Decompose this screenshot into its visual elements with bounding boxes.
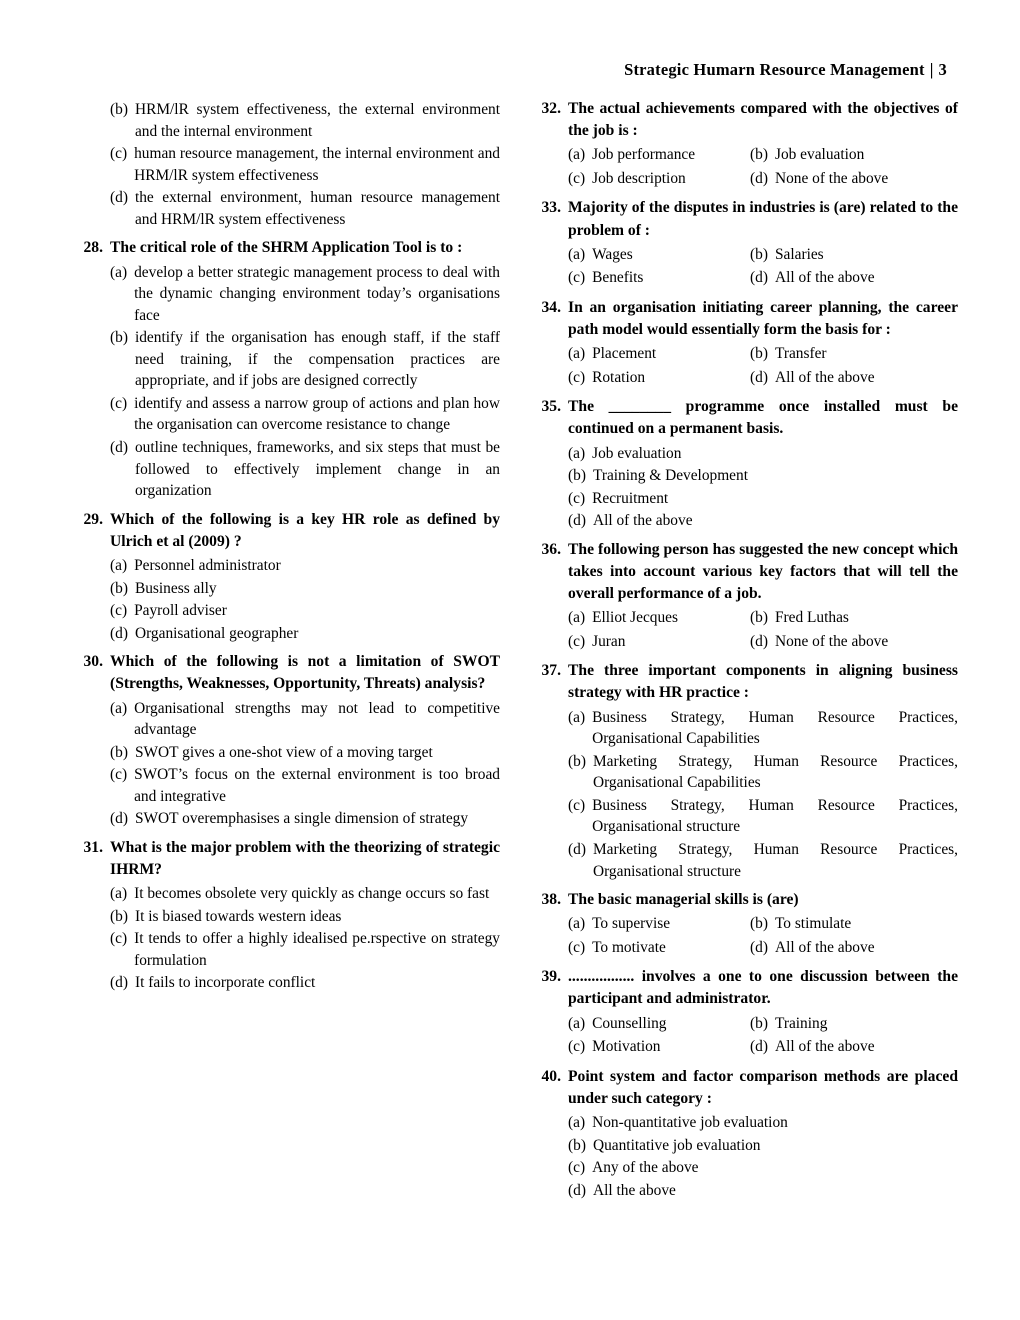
option-row (538, 937, 958, 960)
option-c[interactable] (80, 764, 500, 807)
option-label: (c) (568, 269, 586, 287)
option-label: (c) (568, 489, 586, 507)
option-label: (b) (568, 1136, 586, 1154)
option-text: All of the above (774, 938, 875, 956)
option-a[interactable] (80, 698, 500, 741)
question-number: 40. (541, 1067, 561, 1085)
option-text: Organisational geographer (134, 624, 299, 642)
left-column (80, 98, 500, 1001)
question-text: The basic managerial skills is (are) (568, 891, 799, 909)
question-text: What is the major problem with the theorizing of strategic IHRM? (110, 838, 500, 879)
question-text: The actual achievements compared with the objectives of the job is : (568, 100, 958, 140)
question-header (80, 509, 500, 553)
option-text: None of the above (774, 169, 889, 187)
option-label: (a) (568, 1014, 586, 1032)
option-text: All the above (592, 1181, 676, 1199)
option-d[interactable] (538, 839, 958, 882)
option-label: (c) (110, 766, 128, 784)
question-text: The three important components in aligning business strategy with HR practice : (568, 662, 958, 702)
header-title: Strategic Humarn Resource Management (624, 60, 925, 79)
option-label: (c) (568, 169, 586, 187)
option-label: (d) (750, 368, 768, 386)
question-block (80, 237, 500, 501)
option-c[interactable] (80, 143, 500, 186)
option-label: (d) (110, 624, 128, 642)
option-text: Job evaluation (592, 444, 682, 462)
option-text: Organisational strengths may not lead to competitive advantage (134, 699, 500, 739)
option-a[interactable] (538, 913, 750, 935)
question-header (538, 1066, 958, 1110)
option-a[interactable] (538, 707, 958, 750)
question-text: Which of the following is not a limitation of SWOT (Strengths, Weaknesses, Opportunity, Threats) analysis? (110, 653, 500, 693)
option-d[interactable] (80, 437, 500, 502)
question-header (80, 237, 500, 259)
option-b[interactable] (80, 906, 500, 928)
option-list (538, 913, 958, 959)
option-list (538, 244, 958, 290)
question-header (80, 837, 500, 881)
option-label: (b) (750, 1014, 768, 1032)
option-label: (c) (568, 1159, 586, 1177)
option-c[interactable] (538, 168, 750, 190)
option-label: (c) (568, 368, 586, 386)
option-row (538, 244, 958, 267)
question-header (538, 966, 958, 1010)
option-d[interactable] (750, 937, 875, 959)
option-list (80, 883, 500, 994)
option-list (538, 1013, 958, 1059)
option-label: (a) (568, 915, 586, 933)
option-label: (a) (110, 263, 128, 281)
question-text: In an organisation initiating career planning, the career path model would essentially form the basis for : (568, 298, 958, 338)
option-text: It becomes obsolete very quickly as change occurs so fast (134, 885, 490, 903)
option-a[interactable] (80, 262, 500, 327)
option-text: Wages (592, 245, 633, 263)
option-text: Job evaluation (774, 146, 865, 164)
option-c[interactable] (80, 393, 500, 436)
option-list (538, 343, 958, 389)
option-text: SWOT overemphasises a single dimension of strategy (134, 810, 469, 828)
question-block (80, 509, 500, 645)
option-label: (d) (568, 1181, 586, 1199)
option-text: It fails to incorporate conflict (134, 974, 316, 992)
option-text: Placement (592, 345, 657, 363)
option-label: (a) (110, 699, 128, 717)
option-b[interactable] (750, 144, 864, 166)
option-label: (d) (568, 840, 586, 858)
option-text: Recruitment (592, 489, 669, 507)
option-c[interactable] (80, 600, 500, 622)
option-text: Fred Luthas (774, 609, 849, 627)
option-list (538, 443, 958, 532)
option-b[interactable] (80, 99, 500, 142)
option-label: (d) (750, 269, 768, 287)
option-b[interactable] (538, 751, 958, 794)
option-label: (a) (568, 708, 586, 726)
option-c[interactable] (538, 367, 750, 389)
option-label: (c) (110, 930, 128, 948)
option-d[interactable] (750, 1036, 875, 1058)
option-b[interactable] (80, 327, 500, 392)
option-label: (a) (110, 556, 128, 574)
option-text: It is biased towards western ideas (134, 907, 342, 925)
option-d[interactable] (538, 510, 958, 532)
option-label: (b) (568, 752, 586, 770)
option-text: None of the above (774, 632, 889, 650)
option-label: (d) (750, 938, 768, 956)
option-text: Training (774, 1014, 828, 1032)
option-a[interactable] (80, 555, 500, 577)
option-a[interactable] (538, 1013, 750, 1035)
option-text: To supervise (592, 915, 671, 933)
two-column-body (80, 98, 958, 1208)
option-label: (c) (568, 796, 586, 814)
option-b[interactable] (750, 607, 849, 629)
option-row (538, 913, 958, 936)
question-number: 32. (541, 100, 561, 117)
option-text: All of the above (774, 269, 875, 287)
option-c[interactable] (538, 795, 958, 838)
option-c[interactable] (538, 631, 750, 653)
option-b[interactable] (750, 1013, 827, 1035)
option-text: Salaries (774, 245, 824, 263)
option-text: Training & Development (592, 467, 748, 485)
option-label: (a) (568, 1114, 586, 1132)
option-text: All of the above (774, 1038, 875, 1056)
option-text: SWOT’s focus on the external environment is too broad and integrative (134, 766, 500, 805)
option-list (538, 707, 958, 883)
option-text: Juran (592, 632, 626, 650)
option-text: Counselling (592, 1014, 667, 1032)
question-header (538, 660, 958, 704)
option-text: Rotation (592, 368, 646, 386)
option-text: Transfer (774, 345, 827, 363)
option-label: (c) (568, 938, 586, 956)
option-a[interactable] (538, 144, 750, 166)
option-list (538, 607, 958, 653)
option-row (538, 168, 958, 191)
option-label: (b) (750, 245, 768, 263)
option-text: Business Strategy, Human Resource Practices, Organisational Capabilities (592, 708, 958, 748)
question-text: Which of the following is a key HR role as defined by Ulrich et al (2009) ? (110, 510, 500, 550)
option-d[interactable] (538, 1180, 958, 1202)
option-text: develop a better strategic management process to deal with the dynamic changing environment today’s organisations face (134, 263, 500, 324)
option-text: the external environment, human resource management and HRM/lR system effectiveness (134, 189, 500, 228)
header-separator: | (929, 60, 934, 79)
option-text: Motivation (592, 1038, 661, 1056)
option-a[interactable] (538, 343, 750, 365)
option-label: (c) (568, 1038, 586, 1056)
option-text: Quantitative job evaluation (592, 1136, 761, 1154)
option-b[interactable] (750, 913, 851, 935)
question-block (80, 651, 500, 830)
question-text: The following person has suggested the new concept which takes into account various key factors that will tell the overall performance of a job. (568, 540, 958, 603)
option-c[interactable] (538, 1157, 958, 1179)
option-row (538, 607, 958, 630)
question-block (538, 297, 958, 389)
option-label: (d) (110, 810, 128, 828)
option-d[interactable] (750, 267, 875, 289)
question-block (538, 539, 958, 654)
continued-option-list (80, 99, 500, 230)
option-b[interactable] (80, 742, 500, 764)
option-b[interactable] (538, 465, 958, 487)
option-label: (a) (568, 245, 586, 263)
option-b[interactable] (750, 244, 824, 266)
option-label: (d) (750, 632, 768, 650)
option-a[interactable] (538, 443, 958, 465)
option-label: (b) (750, 345, 768, 363)
option-text: SWOT gives a one-shot view of a moving target (134, 743, 433, 761)
option-text: HRM/lR system effectiveness, the external environment and the internal environment (134, 101, 500, 140)
question-number: 34. (541, 298, 561, 316)
option-a[interactable] (538, 1112, 958, 1134)
option-text: Business Strategy, Human Resource Practices, Organisational structure (592, 796, 958, 836)
right-column (538, 98, 958, 1208)
option-row (538, 343, 958, 366)
question-header (538, 396, 958, 440)
option-label: (d) (110, 439, 128, 457)
option-label: (b) (750, 609, 768, 627)
option-text: Marketing Strategy, Human Resource Practices, Organisational structure (592, 840, 958, 880)
option-row (538, 1036, 958, 1059)
question-number: 38. (541, 891, 561, 909)
option-text: Payroll adviser (134, 602, 227, 620)
option-label: (c) (110, 602, 128, 620)
option-list (80, 698, 500, 830)
option-d[interactable] (80, 808, 500, 830)
option-text: identify and assess a narrow group of actions and plan how the organisation can overcome resistance to change (134, 394, 500, 434)
question-block (538, 197, 958, 289)
option-label: (b) (110, 329, 128, 347)
page-header (80, 60, 950, 80)
option-label: (d) (110, 189, 128, 207)
question-header (80, 651, 500, 695)
question-header (538, 197, 958, 241)
option-label: (b) (750, 915, 768, 933)
option-label: (b) (110, 907, 128, 925)
question-number: 37. (541, 662, 561, 680)
option-label: (a) (568, 444, 586, 462)
question-number: 28. (83, 239, 103, 257)
question-header (538, 297, 958, 341)
option-b[interactable] (750, 343, 827, 365)
option-text: human resource management, the internal environment and HRM/lR system effectiveness (134, 145, 500, 184)
option-text: outline techniques, frameworks, and six steps that must be followed to effectively implement change in an organization (134, 439, 500, 500)
option-text: Elliot Jecques (592, 609, 679, 627)
option-b[interactable] (538, 1135, 958, 1157)
option-text: All of the above (592, 512, 693, 530)
option-row (538, 1013, 958, 1036)
option-label: (a) (568, 345, 586, 363)
option-d[interactable] (750, 367, 875, 389)
option-label: (d) (750, 1038, 768, 1056)
option-list (538, 1112, 958, 1201)
option-label: (c) (568, 632, 586, 650)
option-label: (c) (110, 145, 128, 163)
option-list (538, 144, 958, 190)
option-label: (b) (110, 743, 128, 761)
option-row (538, 631, 958, 654)
option-label: (b) (750, 146, 768, 164)
question-text: The ________ programme once installed must be continued on a permanent basis. (568, 398, 958, 438)
question-block (538, 660, 958, 882)
question-block (538, 396, 958, 532)
option-text: Any of the above (592, 1159, 699, 1177)
question-text: Point system and factor comparison methods are placed under such category : (568, 1067, 958, 1107)
option-text: Business ally (134, 579, 217, 597)
question-number: 39. (541, 968, 561, 986)
option-text: It tends to offer a highly idealised pe.rspective on strategy formulation (134, 930, 500, 969)
option-list (80, 262, 500, 502)
option-text: Job performance (592, 146, 696, 164)
option-text: Personnel administrator (134, 556, 281, 574)
option-label: (a) (110, 885, 128, 903)
option-text: All of the above (774, 368, 875, 386)
question-number: 35. (541, 398, 561, 416)
option-label: (b) (568, 467, 586, 485)
question-block (538, 966, 958, 1058)
option-text: identify if the organisation has enough staff, if the staff need training, if the compensation practices are appropriate, and if jobs are designed correctly (134, 329, 500, 390)
option-d[interactable] (750, 168, 888, 190)
question-text: The critical role of the SHRM Application Tool is to : (110, 239, 463, 257)
option-text: To motivate (592, 938, 666, 956)
question-block (538, 1066, 958, 1202)
option-label: (d) (568, 512, 586, 530)
question-number: 30. (83, 653, 103, 671)
option-text: To stimulate (774, 915, 852, 933)
page-number: 3 (938, 60, 947, 79)
option-c[interactable] (538, 267, 750, 289)
option-row (538, 367, 958, 390)
option-label: (d) (110, 974, 128, 992)
option-text: Marketing Strategy, Human Resource Practices, Organisational Capabilities (592, 752, 958, 792)
option-c[interactable] (80, 928, 500, 971)
question-block (538, 98, 958, 190)
option-label: (d) (750, 169, 768, 187)
question-number: 36. (541, 540, 561, 558)
option-b[interactable] (80, 578, 500, 600)
option-row (538, 144, 958, 167)
question-text: Majority of the disputes in industries is (are) related to the problem of : (568, 199, 958, 239)
option-c[interactable] (538, 937, 750, 959)
option-c[interactable] (538, 488, 958, 510)
option-label: (a) (568, 146, 586, 164)
option-a[interactable] (80, 883, 500, 905)
question-block (538, 889, 958, 959)
option-row (538, 267, 958, 290)
option-label: (b) (110, 579, 128, 597)
question-number: 29. (83, 510, 103, 528)
question-text: ................. involves a one to one discussion between the participant and administrator. (568, 968, 958, 1008)
option-label: (c) (110, 394, 128, 412)
question-number: 31. (83, 838, 103, 856)
question-block (80, 837, 500, 994)
option-d[interactable] (750, 631, 888, 653)
option-c[interactable] (538, 1036, 750, 1058)
option-text: Job description (592, 169, 686, 187)
option-d[interactable] (80, 623, 500, 645)
question-number: 33. (541, 199, 561, 217)
question-header (538, 889, 958, 911)
question-header (538, 98, 958, 142)
option-text: Benefits (592, 269, 644, 287)
option-a[interactable] (538, 244, 750, 266)
question-header (538, 539, 958, 605)
option-d[interactable] (80, 972, 500, 994)
option-text: Non-quantitative job evaluation (592, 1114, 788, 1132)
option-label: (a) (568, 609, 586, 627)
option-label: (b) (110, 101, 128, 118)
option-a[interactable] (538, 607, 750, 629)
option-list (80, 555, 500, 644)
option-d[interactable] (80, 187, 500, 230)
